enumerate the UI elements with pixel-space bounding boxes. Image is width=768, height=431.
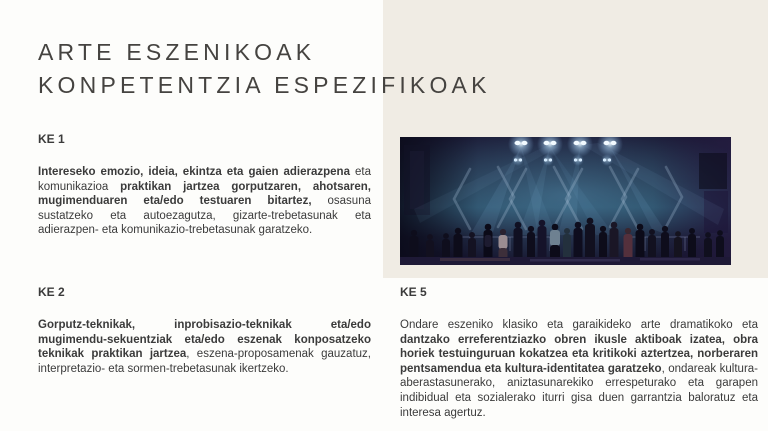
title-line-2: KONPETENTZIA ESPEZIFIKOAK [38,72,491,98]
section-ke5-paragraph [400,318,758,420]
section-ke1-heading: KE 1 [38,132,65,146]
section-ke2-heading: KE 2 [38,285,65,299]
emphasis-text: Gorputz-teknikak, inprobisazio-teknikak eta/edo mugimendu-sekuentziak eta/edo eszenak konposatzeko teknikak praktikan jartzea [38,319,371,361]
section-ke5 [400,285,758,420]
page-title [38,36,738,102]
body-text: osasuna sustatzeko eta autoezagutza, gizarte-trebetasunak eta adierazpen- eta komunikazio-trebetasunak garatzeko. [38,195,371,237]
title-line-1: ARTE ESZENIKOAK [38,39,316,65]
body-text: , eszena-proposamenak gauzatuz, interpretazio- eta sormen-trebetasunak ikertzeko. [38,348,371,375]
section-ke1-paragraph [38,165,371,238]
emphasis-text: dantzako erreferentziazko obren ikusle aktiboak izatea, obra horiek testuinguruan kokatzea eta kritikoki aztertzea, norberaren pentsamendua eta kultura-identitatea garatzeko [400,333,758,375]
body-text: , ondareak kultura-aberastasunerako, aniztasunarekiko errespeturako eta garapen indibidual eta sozialerako iturri gisa duen garrantzia baloratuz eta interesa agertuz. [400,362,758,419]
stage-photo [400,137,731,265]
emphasis-text: Intereseko emozio, ideia, ekintza eta gaien adierazpena [38,166,350,178]
body-text: Ondare eszeniko klasiko eta garaikideko arte dramatikoko eta [400,319,758,331]
emphasis-text: praktikan jartzea gorputzaren, ahotsaren, mugimenduaren eta/edo testuaren bitartez, [38,180,372,208]
body-text: eta komunikazioa [38,166,371,193]
section-ke5-heading: KE 5 [400,285,427,299]
section-ke2-paragraph [38,318,371,376]
stage-photo-illustration [400,137,731,265]
section-ke2 [38,285,371,376]
section-ke1 [38,132,371,238]
